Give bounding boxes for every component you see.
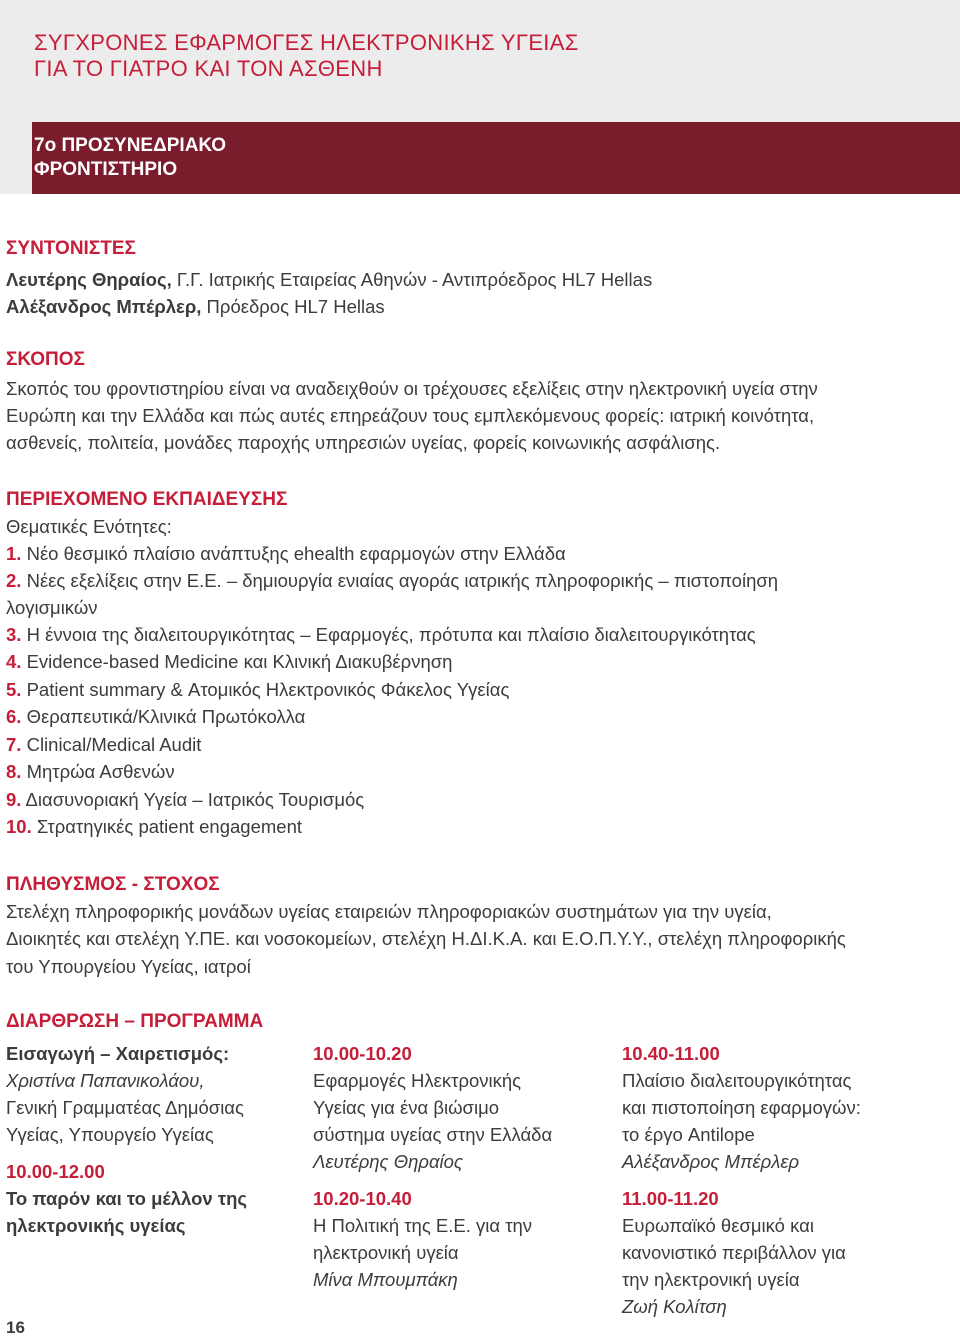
list-num: 9. (6, 789, 22, 810)
seminar-banner (32, 122, 960, 194)
list-text: Μητρώα Ασθενών (21, 761, 175, 782)
intro-role-2: Υγείας, Υπουργείο Υγείας (6, 1124, 214, 1145)
list-text: Patient summary & Ατομικός Ηλεκτρονικός Φάκελος Υγείας (21, 679, 510, 700)
scope-line-3: ασθενείς, πολιτεία, μονάδες παροχής υπηρεσιών υγείας, φορείς κοινωνικής ασφάλισης. (6, 432, 721, 453)
session-title-1: Το παρόν και το μέλλον της (6, 1188, 248, 1209)
list-text: Νέες εξελίξεις στην Ε.Ε. – δημιουργία ενιαίας αγοράς ιατρικής πληροφορικής – πιστοποίηση (21, 570, 779, 591)
list-text: Η έννοια της διαλειτουργικότητας – Εφαρμογές, πρότυπα και πλαίσιο διαλειτουργικότητας (21, 624, 756, 645)
talk-3-line-3: το έργο Antilope (622, 1124, 755, 1145)
intro-speaker: Χριστίνα Παπανικολάου, (6, 1070, 205, 1091)
talk-3-time: 10.40-11.00 (622, 1043, 720, 1064)
coordinator-1 (6, 266, 946, 293)
list-num: 1. (6, 543, 22, 564)
list-item-continuation: λογισμικών (6, 597, 98, 618)
list-text: Θεραπευτικά/Κλινικά Πρωτόκολλα (21, 706, 306, 727)
talk-4-speaker: Ζωή Κολίτση (622, 1296, 727, 1317)
scope-line-1: Σκοπός του φροντιστηρίου είναι να αναδειχθούν οι τρέχουσες εξελίξεις στην ηλεκτρονική υγεία στην (6, 378, 818, 399)
list-text: Διασυνοριακή Υγεία – Ιατρικός Τουρισμός (21, 789, 365, 810)
content-heading: ΠΕΡΙΕΧΟΜΕΝΟ ΕΚΠΑΙΔΕΥΣΗΣ (6, 489, 288, 510)
talk-4-line-1: Ευρωπαϊκό θεσμικό και (622, 1215, 814, 1236)
program-heading: ΔΙΑΡΘΡΩΣΗ – ΠΡΟΓΡΑΜΜΑ (6, 1011, 264, 1032)
side-strip (0, 122, 32, 194)
list-num: 7. (6, 734, 22, 755)
coordinator-2 (6, 293, 946, 320)
list-item (6, 621, 906, 648)
talk-2-line-2: ηλεκτρονική υγεία (313, 1242, 459, 1263)
talk-3-line-1: Πλαίσιο διαλειτουργικότητας (622, 1070, 852, 1091)
list-item (6, 648, 906, 675)
talk-1-speaker: Λευτέρης Θηραίος (313, 1151, 463, 1172)
page-number: 16 (6, 1318, 25, 1337)
audience-line-1: Στελέχη πληροφορικής μονάδων υγείας εταιρειών πληροφοριακών συστημάτων για την υγεία, (6, 901, 772, 922)
audience-line-3: του Υπουργείου Υγείας, ιατροί (6, 956, 251, 977)
seminar-line-2: ΦΡΟΝΤΙΣΤΗΡΙΟ (34, 159, 178, 180)
list-text: Clinical/Medical Audit (21, 734, 202, 755)
list-item (6, 786, 906, 813)
coordinator-2-role: Πρόεδρος HL7 Hellas (201, 296, 385, 317)
talk-1-line-2: Υγείας για ένα βιώσιμο (313, 1097, 500, 1118)
list-num: 10. (6, 816, 32, 837)
list-item (6, 540, 906, 567)
talk-4-line-2: κανονιστικό περιβάλλον για (622, 1242, 846, 1263)
audience-line-2: Διοικητές και στελέχη Υ.ΠΕ. και νοσοκομείων, στελέχη Η.ΔΙ.Κ.Α. και Ε.Ο.Π.Υ.Υ., στελέχη πληροφορικής (6, 928, 846, 949)
list-text: Νέο θεσμικό πλαίσιο ανάπτυξης ehealth εφαρμογών στην Ελλάδα (21, 543, 566, 564)
list-item (6, 758, 906, 785)
list-item (6, 703, 906, 730)
list-num: 8. (6, 761, 22, 782)
title-line-1: ΣΥΓΧΡΟΝΕΣ ΕΦΑΡΜΟΓΕΣ ΗΛΕΚΤΡΟΝΙΚΗΣ ΥΓΕΙΑΣ (34, 30, 579, 55)
program-column-1 (6, 1040, 286, 1239)
program-column-3 (622, 1040, 902, 1320)
list-item (6, 731, 906, 758)
list-num: 5. (6, 679, 22, 700)
audience-heading: ΠΛΗΘΥΣΜΟΣ - ΣΤΟΧΟΣ (6, 874, 220, 895)
coordinator-1-name: Λευτέρης Θηραίος, (6, 269, 172, 290)
list-num: 2. (6, 570, 22, 591)
list-item (6, 567, 906, 594)
talk-2-time: 10.20-10.40 (313, 1188, 412, 1209)
talk-4-time: 11.00-11.20 (622, 1188, 719, 1209)
header-band (0, 0, 960, 122)
list-num: 4. (6, 651, 22, 672)
talk-1-line-3: σύστημα υγείας στην Ελλάδα (313, 1124, 553, 1145)
talk-3-line-2: και πιστοποίηση εφαρμογών: (622, 1097, 861, 1118)
coordinators-heading: ΣΥΝΤΟΝΙΣΤΕΣ (6, 238, 136, 259)
talk-2-speaker: Μίνα Μπουμπάκη (313, 1269, 458, 1290)
seminar-line-1: 7ο ΠΡΟΣΥΝΕΔΡΙΑΚΟ (34, 135, 227, 156)
page-title (34, 30, 914, 82)
intro-role-1: Γενική Γραμματέας Δημόσιας (6, 1097, 244, 1118)
talk-3-speaker: Αλέξανδρος Μπέρλερ (622, 1151, 800, 1172)
list-num: 3. (6, 624, 22, 645)
list-text: Στρατηγικές patient engagement (31, 816, 302, 837)
talk-4-line-3: την ηλεκτρονική υγεία (622, 1269, 800, 1290)
talk-1-line-1: Εφαρμογές Ηλεκτρονικής (313, 1070, 522, 1091)
intro-label: Εισαγωγή – Χαιρετισμός: (6, 1043, 230, 1064)
list-text: Evidence-based Medicine και Κλινική Διακυβέρνηση (21, 651, 453, 672)
title-line-2: ΓΙΑ ΤΟ ΓΙΑΤΡΟ ΚΑΙ ΤΟΝ ΑΣΘΕΝΗ (34, 56, 383, 81)
program-column-2 (313, 1040, 593, 1293)
session-time: 10.00-12.00 (6, 1161, 105, 1182)
content-subheading: Θεματικές Ενότητες: (6, 516, 172, 537)
coordinator-2-name: Αλέξανδρος Μπέρλερ, (6, 296, 202, 317)
talk-2-line-1: Η Πολιτική της Ε.Ε. για την (313, 1215, 533, 1236)
coordinator-1-role: Γ.Γ. Ιατρικής Εταιρείας Αθηνών - Αντιπρόεδρος HL7 Hellas (171, 269, 653, 290)
talk-1-time: 10.00-10.20 (313, 1043, 412, 1064)
list-item (6, 813, 906, 840)
list-num: 6. (6, 706, 22, 727)
scope-heading: ΣΚΟΠΟΣ (6, 349, 85, 370)
scope-line-2: Ευρώπη και την Ελλάδα και πώς αυτές επηρεάζουν τους εμπλεκόμενους φορείς: ιατρική κοινότητα, (6, 405, 815, 426)
list-item (6, 676, 906, 703)
session-title-2: ηλεκτρονικής υγείας (6, 1215, 186, 1236)
